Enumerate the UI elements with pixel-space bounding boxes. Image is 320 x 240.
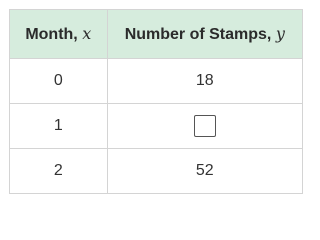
header-row (10, 10, 303, 59)
header-month (10, 10, 108, 59)
stamps-answer-input[interactable] (194, 115, 216, 137)
table-body (10, 59, 303, 194)
header-stamps (107, 10, 302, 59)
table-row (10, 149, 303, 194)
table-row (10, 104, 303, 149)
table-header (10, 10, 303, 59)
cell-month: 1 (10, 104, 108, 149)
header-month-variable: x (82, 24, 92, 43)
cell-stamps: 18 (107, 59, 302, 104)
header-month-label: Month, (25, 26, 83, 43)
cell-stamps (107, 104, 302, 149)
header-stamps-label: Number of Stamps, (124, 26, 276, 43)
table-row (10, 59, 303, 104)
stamps-table (9, 9, 303, 194)
cell-month: 2 (10, 149, 108, 194)
stamps-table-container (9, 9, 303, 194)
header-stamps-variable: y (275, 24, 285, 43)
cell-month: 0 (10, 59, 108, 104)
cell-stamps: 52 (107, 149, 302, 194)
